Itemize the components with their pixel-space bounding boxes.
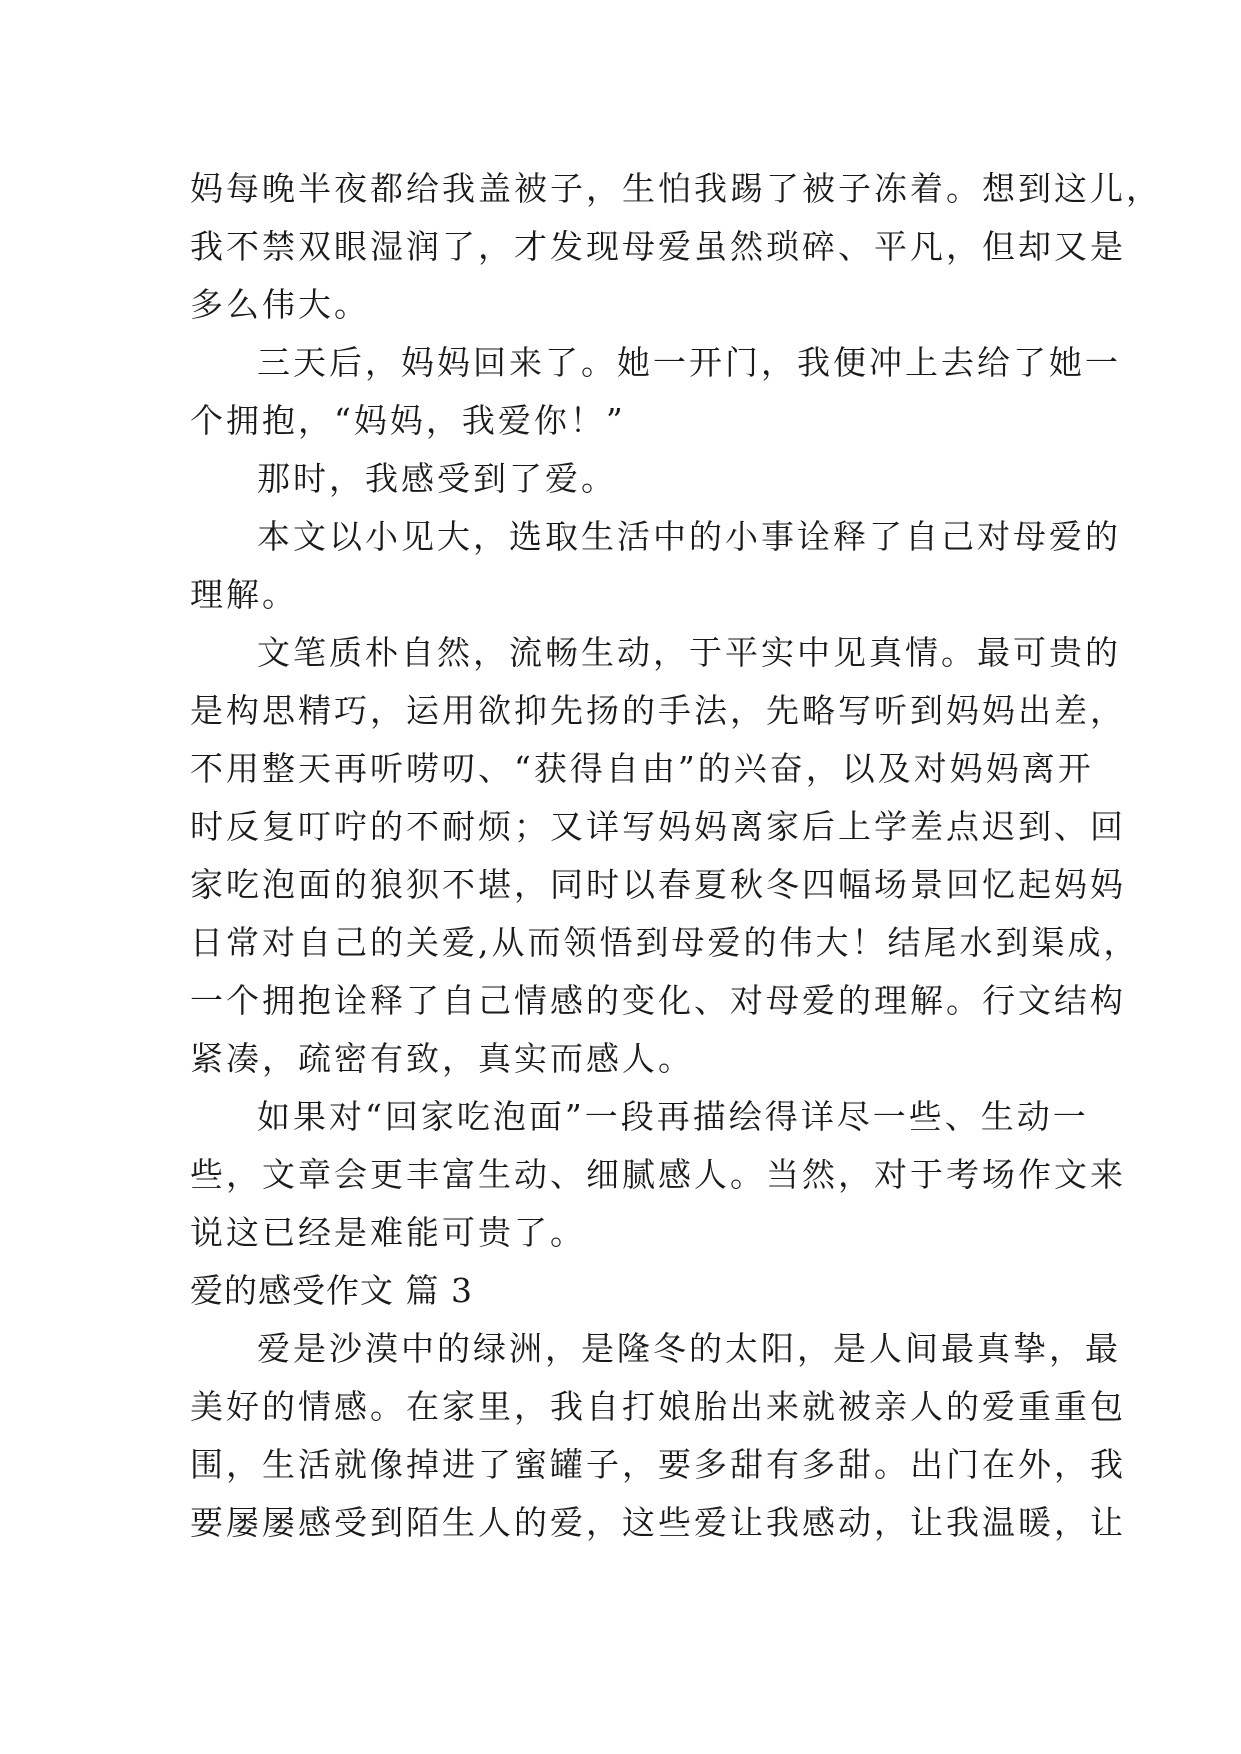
text-line: 时反复叮咛的不耐烦；又详写妈妈离家后上学差点迟到、回 bbox=[190, 807, 1126, 846]
text-line: 围，生活就像掉进了蜜罐子，要多甜有多甜。出门在外，我 bbox=[190, 1445, 1126, 1484]
text-line: 家吃泡面的狼狈不堪，同时以春夏秋冬四幅场景回忆起妈妈 bbox=[190, 865, 1126, 904]
section-heading: 爱的感受作文 篇 3 bbox=[190, 1271, 473, 1310]
text-line: 个拥抱，“妈妈，我爱你！” bbox=[190, 401, 626, 440]
body-text bbox=[190, 160, 1162, 1552]
text-line: 要屡屡感受到陌生人的爱，这些爱让我感动，让我温暖，让 bbox=[190, 1503, 1126, 1542]
text-line: 妈每晚半夜都给我盖被子，生怕我踢了被子冻着。想到这儿， bbox=[190, 169, 1162, 208]
text-line: 些，文章会更丰富生动、细腻感人。当然，对于考场作文来 bbox=[190, 1155, 1126, 1194]
text-line: 紧凑，疏密有致，真实而感人。 bbox=[190, 1039, 694, 1078]
paragraph-start-line: 三天后，妈妈回来了。她一开门，我便冲上去给了她一 bbox=[257, 343, 1121, 382]
text-line: 日常对自己的关爱,从而领悟到母爱的伟大！结尾水到渠成， bbox=[190, 923, 1140, 962]
text-line: 我不禁双眼湿润了，才发现母爱虽然琐碎、平凡，但却又是 bbox=[190, 227, 1126, 266]
text-line: 说这已经是难能可贵了。 bbox=[190, 1213, 586, 1252]
text-line: 是构思精巧，运用欲抑先扬的手法，先略写听到妈妈出差， bbox=[190, 691, 1126, 730]
text-line: 美好的情感。在家里，我自打娘胎出来就被亲人的爱重重包 bbox=[190, 1387, 1126, 1426]
text-line: 一个拥抱诠释了自己情感的变化、对母爱的理解。行文结构 bbox=[190, 981, 1126, 1020]
text-line: 理解。 bbox=[190, 575, 298, 614]
text-line: 多么伟大。 bbox=[190, 285, 370, 324]
paragraph-start-line: 那时，我感受到了爱。 bbox=[257, 459, 617, 498]
text-line: 不用整天再听唠叨、“获得自由”的兴奋，以及对妈妈离开 bbox=[190, 749, 1094, 788]
paragraph-start-line: 文笔质朴自然，流畅生动，于平实中见真情。最可贵的 bbox=[257, 633, 1121, 672]
paragraph-start-line: 本文以小见大，选取生活中的小事诠释了自己对母爱的 bbox=[257, 517, 1121, 556]
paragraph-start-line: 如果对“回家吃泡面”一段再描绘得详尽一些、生动一 bbox=[257, 1097, 1089, 1136]
paragraph-start-line: 爱是沙漠中的绿洲，是隆冬的太阳，是人间最真挚，最 bbox=[257, 1329, 1121, 1368]
